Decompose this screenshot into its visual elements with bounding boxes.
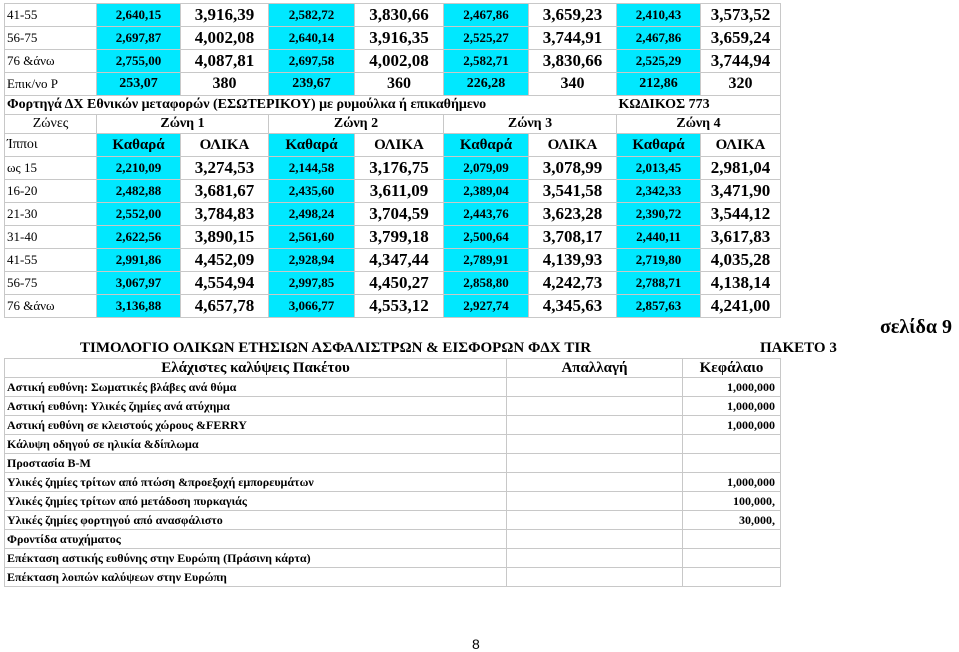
hp-label: Ίπποι: [5, 134, 97, 157]
epik-total-z2: 360: [355, 73, 444, 96]
clean-value-z4: 2,788,71: [617, 272, 701, 295]
clean-value-z4: 2,719,80: [617, 249, 701, 272]
header-clean-z2: Καθαρά: [269, 134, 355, 157]
total-value-z1: 3,784,83: [181, 203, 269, 226]
total-value-z1: 3,890,15: [181, 226, 269, 249]
coverage-capital: [683, 435, 781, 454]
coverage-capital: 100,000,: [683, 492, 781, 511]
clean-value-z2: 2,144,58: [269, 157, 355, 180]
clean-value-z1: 2,991,86: [97, 249, 181, 272]
coverage-capital: 1,000,000: [683, 378, 781, 397]
coverage-col-capital: Κεφάλαιο: [683, 359, 781, 378]
clean-value-z3: 2,443,76: [444, 203, 529, 226]
clean-value-z1: 2,755,00: [97, 50, 181, 73]
coverage-capital: [683, 549, 781, 568]
total-value-z3: 3,708,17: [529, 226, 617, 249]
coverage-deductible: [507, 416, 683, 435]
coverage-capital: [683, 568, 781, 587]
epik-clean-z3: 226,28: [444, 73, 529, 96]
total-value-z4: 4,035,28: [701, 249, 781, 272]
clean-value-z4: 2,857,63: [617, 295, 701, 318]
coverage-deductible: [507, 511, 683, 530]
total-value-z4: 3,659,24: [701, 27, 781, 50]
clean-value-z4: 2,525,29: [617, 50, 701, 73]
epik-clean-z2: 239,67: [269, 73, 355, 96]
clean-value-z1: 2,697,87: [97, 27, 181, 50]
row-label: 41-55: [5, 4, 97, 27]
clean-value-z3: 2,582,71: [444, 50, 529, 73]
coverage-name: Υλικές ζημίες φορτηγού από ανασφάλιστο: [5, 511, 507, 530]
coverage-deductible: [507, 378, 683, 397]
package-name: ΠΑΚΕΤΟ 3: [760, 340, 837, 356]
header-total-z1: ΟΛΙΚΑ: [181, 134, 269, 157]
coverage-table: [4, 358, 781, 587]
coverage-name: Υλικές ζημίες τρίτων από μετάδοση πυρκαγιάς: [5, 492, 507, 511]
coverage-row: [5, 416, 781, 435]
total-value-z3: 3,659,23: [529, 4, 617, 27]
row-label: 41-55: [5, 249, 97, 272]
rate-row: [5, 203, 781, 226]
clean-value-z1: 2,482,88: [97, 180, 181, 203]
header-clean-z4: Καθαρά: [617, 134, 701, 157]
coverage-deductible: [507, 549, 683, 568]
rate-row: [5, 272, 781, 295]
clean-value-z2: 2,435,60: [269, 180, 355, 203]
total-value-z1: 4,452,09: [181, 249, 269, 272]
epik-row: [5, 73, 781, 96]
section-code: ΚΩΔΙΚΟΣ 773: [617, 96, 781, 115]
coverage-name: Κάλυψη οδηγού σε ηλικία &δίπλωμα: [5, 435, 507, 454]
total-value-z2: 3,830,66: [355, 4, 444, 27]
clean-value-z4: 2,390,72: [617, 203, 701, 226]
coverage-name: Φροντίδα ατυχήματος: [5, 530, 507, 549]
clean-value-z2: 2,498,24: [269, 203, 355, 226]
header-total-z3: ΟΛΙΚΑ: [529, 134, 617, 157]
rate-row: [5, 226, 781, 249]
total-value-z3: 4,345,63: [529, 295, 617, 318]
total-value-z1: 4,657,78: [181, 295, 269, 318]
total-value-z1: 3,274,53: [181, 157, 269, 180]
total-value-z3: 3,830,66: [529, 50, 617, 73]
rate-row: [5, 249, 781, 272]
zone-1-header: Ζώνη 1: [97, 115, 269, 134]
clean-value-z4: 2,342,33: [617, 180, 701, 203]
coverage-row: [5, 511, 781, 530]
total-value-z3: 3,623,28: [529, 203, 617, 226]
header-clean-z1: Καθαρά: [97, 134, 181, 157]
coverage-name: Αστική ευθύνη σε κλειστούς χώρους &FERRY: [5, 416, 507, 435]
epik-total-z3: 340: [529, 73, 617, 96]
coverage-header-row: [5, 359, 781, 378]
coverage-name: Αστική ευθύνη: Υλικές ζημίες ανά ατύχημα: [5, 397, 507, 416]
coverage-name: Επέκταση λοιπών καλύψεων στην Ευρώπη: [5, 568, 507, 587]
zone-4-header: Ζώνη 4: [617, 115, 781, 134]
total-value-z1: 4,554,94: [181, 272, 269, 295]
total-value-z4: 3,617,83: [701, 226, 781, 249]
total-value-z3: 4,242,73: [529, 272, 617, 295]
header-total-z4: ΟΛΙΚΑ: [701, 134, 781, 157]
row-label: 56-75: [5, 27, 97, 50]
clean-value-z1: 2,640,15: [97, 4, 181, 27]
epik-clean-z4: 212,86: [617, 73, 701, 96]
clean-value-z2: 2,640,14: [269, 27, 355, 50]
coverage-row: [5, 378, 781, 397]
row-label: 76 &άνω: [5, 295, 97, 318]
epik-clean-z1: 253,07: [97, 73, 181, 96]
coverage-deductible: [507, 568, 683, 587]
package-title: [80, 340, 860, 357]
clean-value-z4: 2,467,86: [617, 27, 701, 50]
rate-row: [5, 180, 781, 203]
total-value-z1: 4,002,08: [181, 27, 269, 50]
coverage-capital: [683, 530, 781, 549]
coverage-capital: 1,000,000: [683, 416, 781, 435]
coverage-row: [5, 568, 781, 587]
clean-value-z3: 2,525,27: [444, 27, 529, 50]
package-heading: ΤΙΜΟΛΟΓΙΟ ΟΛΙΚΩΝ ΕΤΗΣΙΩΝ ΑΣΦΑΛΙΣΤΡΩΝ & ΕΙΣΦΟΡΩΝ ΦΔΧ TIR: [80, 340, 592, 356]
clean-value-z3: 2,467,86: [444, 4, 529, 27]
coverage-capital: 1,000,000: [683, 473, 781, 492]
total-value-z4: 3,544,12: [701, 203, 781, 226]
coverage-rows-group: [5, 378, 781, 587]
clean-value-z2: 2,928,94: [269, 249, 355, 272]
coverage-row: [5, 549, 781, 568]
epik-total-z1: 380: [181, 73, 269, 96]
side-page-label: σελίδα 9: [880, 316, 952, 338]
coverage-deductible: [507, 473, 683, 492]
coverage-deductible: [507, 530, 683, 549]
row-label: 56-75: [5, 272, 97, 295]
rate-row: [5, 4, 781, 27]
clean-value-z2: 2,582,72: [269, 4, 355, 27]
header-clean-z3: Καθαρά: [444, 134, 529, 157]
rate-row: [5, 295, 781, 318]
clean-value-z1: 3,136,88: [97, 295, 181, 318]
total-value-z4: 4,241,00: [701, 295, 781, 318]
row-label: 16-20: [5, 180, 97, 203]
rate-row: [5, 27, 781, 50]
total-value-z3: 3,744,91: [529, 27, 617, 50]
coverage-name: Επέκταση αστικής ευθύνης στην Ευρώπη (Πράσινη κάρτα): [5, 549, 507, 568]
coverage-name: Υλικές ζημίες τρίτων από πτώση &προεξοχή εμπορευμάτων: [5, 473, 507, 492]
rates-table: [4, 3, 781, 318]
row-label: 31-40: [5, 226, 97, 249]
column-header-row: [5, 134, 781, 157]
zone-2-header: Ζώνη 2: [269, 115, 444, 134]
clean-value-z1: 2,210,09: [97, 157, 181, 180]
rate-rows-group: [5, 157, 781, 318]
zones-row: [5, 115, 781, 134]
clean-value-z3: 2,079,09: [444, 157, 529, 180]
coverage-col-deductible: Απαλλαγή: [507, 359, 683, 378]
coverage-row: [5, 454, 781, 473]
total-value-z2: 3,916,35: [355, 27, 444, 50]
coverage-deductible: [507, 454, 683, 473]
coverage-deductible: [507, 492, 683, 511]
rate-row: [5, 157, 781, 180]
total-value-z3: 4,139,93: [529, 249, 617, 272]
total-value-z1: 3,681,67: [181, 180, 269, 203]
zone-3-header: Ζώνη 3: [444, 115, 617, 134]
coverage-row: [5, 530, 781, 549]
coverage-row: [5, 473, 781, 492]
coverage-capital: [683, 454, 781, 473]
total-value-z2: 3,704,59: [355, 203, 444, 226]
clean-value-z2: 3,066,77: [269, 295, 355, 318]
coverage-name: Αστική ευθύνη: Σωματικές βλάβες ανά θύμα: [5, 378, 507, 397]
total-value-z1: 4,087,81: [181, 50, 269, 73]
clean-value-z3: 2,389,04: [444, 180, 529, 203]
coverage-row: [5, 397, 781, 416]
total-value-z1: 3,916,39: [181, 4, 269, 27]
clean-value-z1: 2,552,00: [97, 203, 181, 226]
header-total-z2: ΟΛΙΚΑ: [355, 134, 444, 157]
section-banner: [5, 96, 781, 115]
coverage-deductible: [507, 397, 683, 416]
total-value-z4: 3,471,90: [701, 180, 781, 203]
total-value-z2: 3,611,09: [355, 180, 444, 203]
clean-value-z3: 2,789,91: [444, 249, 529, 272]
clean-value-z4: 2,410,43: [617, 4, 701, 27]
coverage-capital: 1,000,000: [683, 397, 781, 416]
coverage-capital: 30,000,: [683, 511, 781, 530]
page-number: 8: [472, 636, 480, 652]
total-value-z3: 3,078,99: [529, 157, 617, 180]
total-value-z2: 4,347,44: [355, 249, 444, 272]
rate-row: [5, 50, 781, 73]
epik-label: Επικ/νο Ρ: [5, 73, 97, 96]
clean-value-z3: 2,500,64: [444, 226, 529, 249]
total-value-z2: 4,553,12: [355, 295, 444, 318]
coverage-deductible: [507, 435, 683, 454]
row-label: 21-30: [5, 203, 97, 226]
total-value-z2: 3,176,75: [355, 157, 444, 180]
clean-value-z2: 2,997,85: [269, 272, 355, 295]
clean-value-z4: 2,013,45: [617, 157, 701, 180]
clean-value-z4: 2,440,11: [617, 226, 701, 249]
total-value-z4: 2,981,04: [701, 157, 781, 180]
row-label: 76 &άνω: [5, 50, 97, 73]
clean-value-z2: 2,697,58: [269, 50, 355, 73]
coverage-row: [5, 492, 781, 511]
epik-total-z4: 320: [701, 73, 781, 96]
section-title: Φορτηγά ΔΧ Εθνικών μεταφορών (ΕΣΩΤΕΡΙΚΟΥ) με ρυμούλκα ή επικαθήμενο: [5, 96, 617, 115]
clean-value-z1: 2,622,56: [97, 226, 181, 249]
clean-value-z3: 2,927,74: [444, 295, 529, 318]
total-value-z2: 4,002,08: [355, 50, 444, 73]
top-rows-group: [5, 4, 781, 73]
coverage-name: Προστασία Β-Μ: [5, 454, 507, 473]
coverage-col-covers: Ελάχιστες καλύψεις Πακέτου: [5, 359, 507, 378]
total-value-z3: 3,541,58: [529, 180, 617, 203]
clean-value-z3: 2,858,80: [444, 272, 529, 295]
clean-value-z2: 2,561,60: [269, 226, 355, 249]
coverage-row: [5, 435, 781, 454]
total-value-z2: 4,450,27: [355, 272, 444, 295]
clean-value-z1: 3,067,97: [97, 272, 181, 295]
total-value-z4: 3,744,94: [701, 50, 781, 73]
zones-label: Ζώνες: [5, 115, 97, 134]
total-value-z4: 3,573,52: [701, 4, 781, 27]
total-value-z4: 4,138,14: [701, 272, 781, 295]
row-label: ως 15: [5, 157, 97, 180]
total-value-z2: 3,799,18: [355, 226, 444, 249]
